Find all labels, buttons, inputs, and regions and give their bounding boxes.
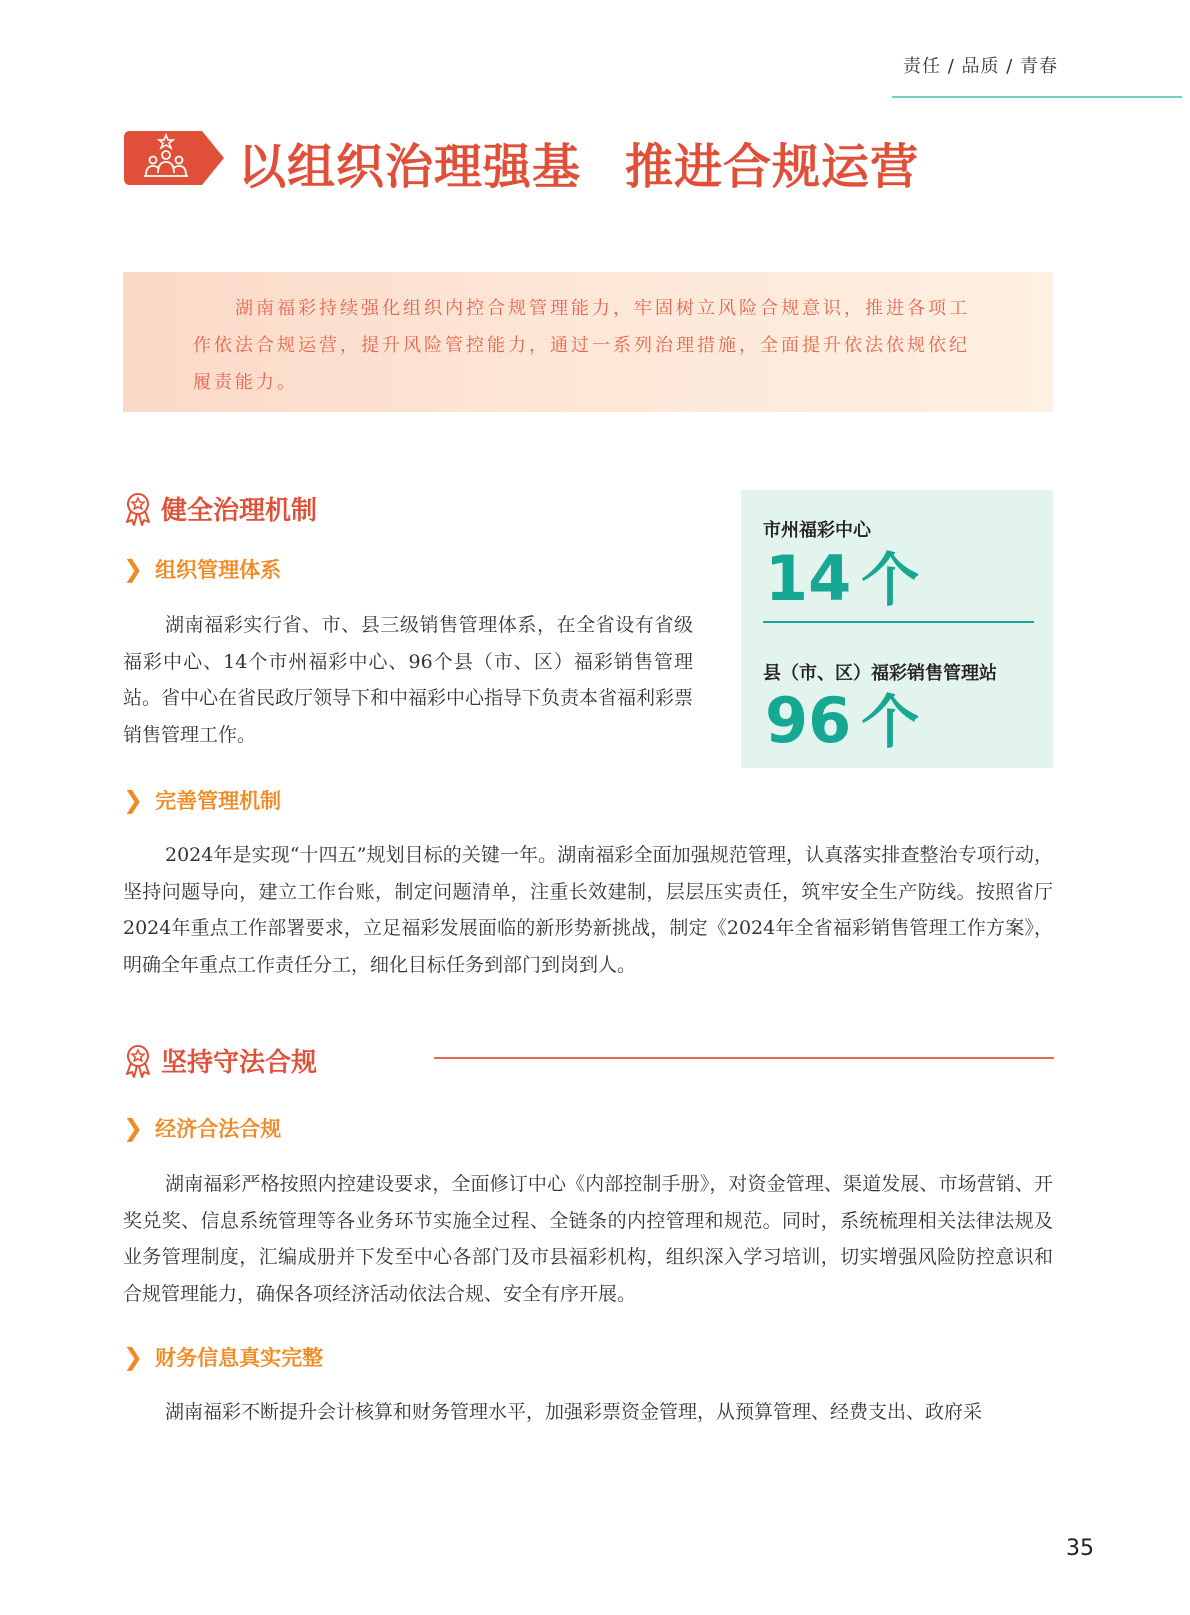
stat-unit: 个: [861, 546, 920, 614]
people-star-icon: [124, 131, 224, 185]
subheading-economic: [123, 1113, 281, 1143]
section-divider: [434, 1057, 1054, 1059]
subheading-title: 组织管理体系: [155, 558, 282, 582]
section-title: 健全治理机制: [161, 496, 318, 526]
subheading-financial: [123, 1342, 323, 1372]
stat-label-county-stations: 县（市、区）福彩销售管理站: [763, 663, 997, 684]
stats-card: [741, 490, 1053, 768]
page-title: [238, 128, 919, 197]
chevron-right-icon: ❯: [123, 1343, 144, 1371]
chevron-right-icon: ❯: [123, 1114, 144, 1142]
stat-value-county-stations: [765, 684, 920, 757]
intro-box: [123, 272, 1053, 412]
subheading-title: 经济合法合规: [155, 1117, 282, 1141]
medal-icon: [123, 492, 153, 526]
chevron-right-icon: ❯: [123, 555, 144, 583]
chevron-right-icon: ❯: [123, 786, 144, 814]
subheading-org-system: [123, 554, 281, 584]
paragraph-financial: 湖南福彩不断提升会计核算和财务管理水平，加强彩票资金管理，从预算管理、经费支出、政府采: [165, 1401, 983, 1423]
stat-number: 14: [765, 542, 852, 615]
paragraph-mechanism: 2024年是实现“十四五”规划目标的关键一年。湖南福彩全面加强规范管理，认真落实排查整治专项行动，坚持问题导向，建立工作台账，制定问题清单，注重长效建制，层层压实责任，筑牢安全生产防线。按照省厅2024年重点工作部署要求，立足福彩发展面临的新形势新挑战，制定《2024年全省福彩销售管理工作方案》，明确全年重点工作责任分工，细化目标任务到部门到岗到人。: [123, 844, 1053, 976]
page-title-part1: 以组织治理强基: [238, 139, 582, 195]
subheading-title: 财务信息真实完整: [155, 1346, 324, 1370]
page-number: 35: [1066, 1536, 1094, 1561]
section-heading-governance: [123, 490, 317, 527]
header-tagline: 责任 / 品质 / 青春: [902, 56, 1058, 77]
subheading-title: 完善管理机制: [155, 789, 282, 813]
medal-icon: [123, 1044, 153, 1078]
stat-label-city-centers: 市州福彩中心: [763, 520, 871, 541]
section-title: 坚持守法合规: [161, 1048, 318, 1078]
section-heading-compliance: [123, 1042, 317, 1079]
intro-text: 湖南福彩持续强化组织内控合规管理能力，牢固树立风险合规意识，推进各项工作依法合规运营，提升风险管控能力，通过一系列治理措施，全面提升依法依规依纪履责能力。: [193, 298, 970, 393]
page-title-part2: 推进合规运营: [625, 139, 920, 195]
header-divider: [892, 96, 1182, 98]
stat-unit: 个: [861, 688, 920, 756]
subheading-mechanism: [123, 785, 281, 815]
paragraph-economic: 湖南福彩严格按照内控建设要求，全面修订中心《内部控制手册》，对资金管理、渠道发展、市场营销、开奖兑奖、信息系统管理等各业务环节实施全过程、全链条的内控管理和规范。同时，系统梳理相关法律法规及业务管理制度，汇编成册并下发至中心各部门及市县福彩机构，组织深入学习培训，切实增强风险防控意识和合规管理能力，确保各项经济活动依法合规、安全有序开展。: [123, 1173, 1053, 1305]
stat-value-city-centers: [765, 542, 920, 615]
stat-divider: [763, 621, 1034, 623]
stat-number: 96: [765, 684, 852, 757]
paragraph-org-system: 湖南福彩实行省、市、县三级销售管理体系，在全省设有省级福彩中心、14个市州福彩中心、96个县（市、区）福彩销售管理站。省中心在省民政厅领导下和中福彩中心指导下负责本省福利彩票销售管理工作。: [123, 614, 694, 746]
